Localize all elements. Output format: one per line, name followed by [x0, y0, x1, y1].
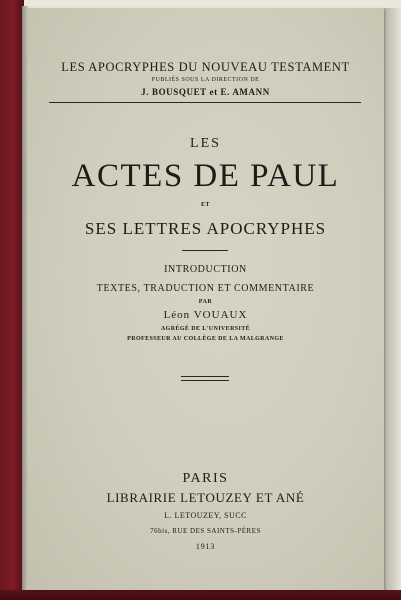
author-name: Léon VOUAUX — [163, 309, 248, 321]
title-rule — [182, 250, 228, 251]
author-credential: AGRÉGÉ DE L'UNIVERSITÉ — [160, 326, 251, 332]
title-conjunction: ET — [200, 202, 210, 208]
title-article: LES — [190, 136, 221, 151]
contents-label: TEXTES, TRADUCTION ET COMMENTAIRE — [96, 283, 315, 294]
page-stack-edge — [384, 8, 401, 592]
main-title: ACTES DE PAUL — [71, 158, 340, 194]
publisher-name: LIBRAIRIE LETOUZEY ET ANÉ — [106, 490, 305, 505]
published-under-label: PUBLIÉS SOUS LA DIRECTION DE — [151, 77, 260, 83]
by-label: PAR — [198, 299, 213, 305]
publisher-successor: L. LETOUZEY, SUCC — [164, 511, 247, 520]
publication-city: PARIS — [182, 471, 229, 486]
publisher-address: 76bis, RUE DES SAINTS-PÈRES — [150, 527, 261, 535]
introduction-label: INTRODUCTION — [164, 264, 247, 275]
publication-year: 1913 — [195, 542, 216, 551]
header-rule — [49, 102, 361, 103]
subtitle: SES LETTRES APOCRYPHES — [84, 219, 327, 238]
title-page — [27, 8, 384, 590]
book-cover-bottom — [0, 590, 401, 600]
book-cover-edge — [0, 0, 24, 600]
series-directors: J. BOUSQUET et E. AMANN — [141, 87, 270, 97]
double-rule — [181, 376, 229, 381]
series-title: LES APOCRYPHES DU NOUVEAU TESTAMENT — [61, 60, 350, 74]
author-position: PROFESSEUR AU COLLÈGE DE LA MALGRANGE — [127, 336, 284, 342]
